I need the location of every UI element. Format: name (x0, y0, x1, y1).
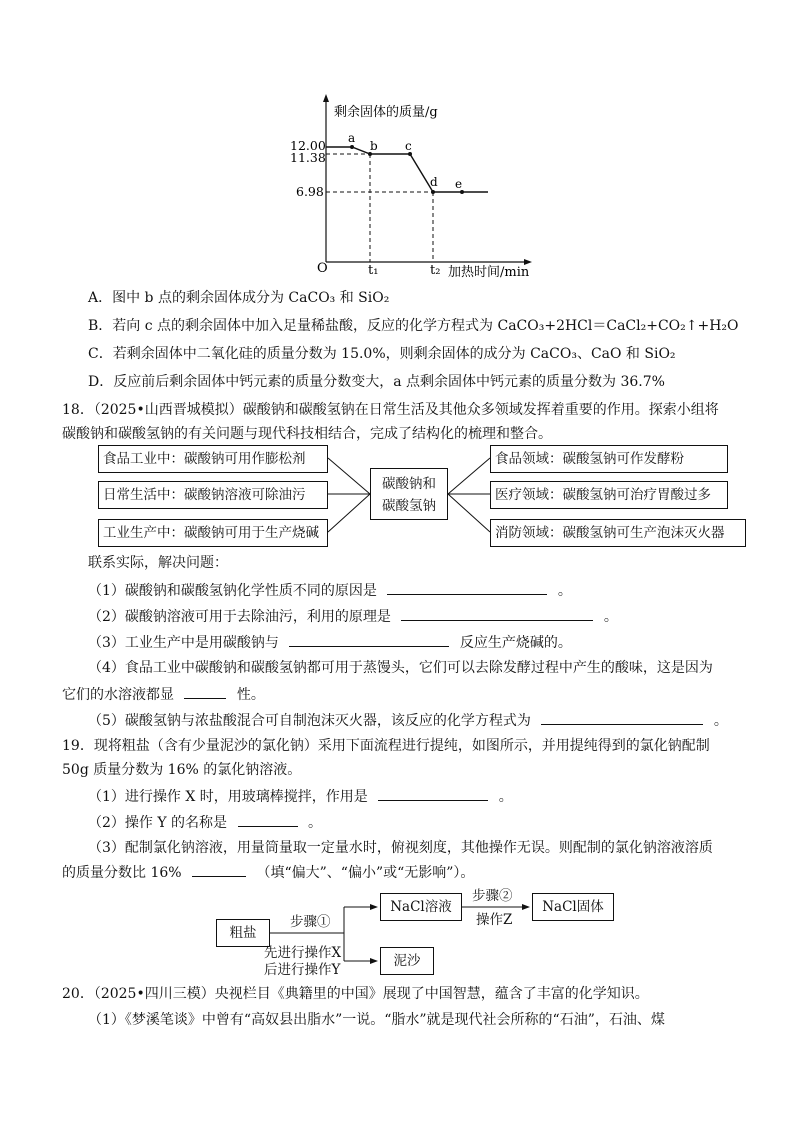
y-tick-12: 12.00 (290, 138, 326, 153)
q18-sub5-text: （5）碳酸氢钠与浓盐酸混合可自制泡沫灭火器，该反应的化学方程式为 (88, 713, 531, 729)
point-label-e: e (455, 177, 463, 191)
q20-head: 20．（2025•四川三模）央视栏目《典籍里的中国》展现了中国智慧，蕴含了丰富的化学知识。 (62, 986, 649, 1002)
q18-sub2-end: 。 (603, 609, 618, 625)
q18-head2: 碳酸钠和碳酸氢钠的有关问题与现代科技相结合，完成了结构化的梳理和整合。 (62, 426, 552, 442)
point-label-c: c (405, 139, 412, 153)
q19-sub2-text: （2）操作 Y 的名称是 (88, 815, 228, 831)
q19-sub3-end: （填“偏大”、“偏小”或“无影响”）。 (256, 865, 475, 881)
q18-sub5-end: 。 (713, 713, 728, 729)
diagram-left-2: 日常生活中：碳酸钠溶液可除油污 (98, 481, 328, 509)
y-tick-1138: 11.38 (290, 150, 326, 165)
diagram-center-line2: 碳酸氢钠 (382, 498, 436, 514)
origin-label: O (317, 261, 328, 276)
q18-sub1-blank[interactable] (387, 580, 547, 595)
point-label-b: b (370, 139, 378, 153)
q19-sub3-text: 的质量分数比 16% (62, 865, 182, 881)
diagram-right-1: 食品领域：碳酸氢钠可作发酵粉 (490, 445, 728, 473)
q19-sub1-end: 。 (498, 789, 513, 805)
flow-op-y: 后进行操作Y (264, 962, 341, 978)
diagram-right-2: 医疗领域：碳酸氢钠可治疗胃酸过多 (490, 481, 728, 509)
q18-sub1-text: （1）碳酸钠和碳酸氢钠化学性质不同的原因是 (88, 583, 377, 599)
x-axis-label: 加热时间/min (448, 265, 530, 280)
x-tick-t1: t₁ (368, 263, 379, 278)
q18-sub2 (88, 606, 618, 627)
q18-sub5 (88, 710, 728, 731)
q18-sub2-text: （2）碳酸钠溶液可用于去除油污，利用的原理是 (88, 609, 391, 625)
q19-sub1-text: （1）进行操作 X 时，用玻璃棒搅拌，作用是 (88, 789, 368, 805)
q18-head: 18．（2025•山西晋城模拟）碳酸钠和碳酸氢钠在日常生活及其他众多领域发挥着重要的作用。探索小组将 (62, 402, 719, 418)
q20-sub1: （1）《梦溪笔谈》中曾有“高奴县出脂水”一说。“脂水”就是现代社会所称的“石油”，石油、煤 (88, 1012, 665, 1028)
q19-sub1-blank[interactable] (378, 786, 488, 801)
q18-intro: 联系实际，解决问题： (88, 555, 228, 571)
q18-sub3-blank[interactable] (289, 632, 449, 647)
y-axis-arrow (323, 94, 329, 102)
q18-sub1-end: 。 (557, 583, 572, 599)
point-label-a: a (348, 131, 356, 145)
diagram-center (370, 468, 448, 520)
q19-head2: 50g 质量分数为 16% 的氯化钠溶液。 (62, 762, 302, 778)
diagram-left-3: 工业生产中：碳酸钠可用于生产烧碱 (98, 519, 328, 547)
mass-time-graph (290, 90, 550, 285)
diagram-center-line1: 碳酸钠和 (382, 476, 436, 492)
x-tick-t2: t₂ (430, 263, 441, 278)
q18-sub4-blank[interactable] (184, 684, 226, 699)
point-a (350, 145, 354, 149)
point-label-d: d (430, 175, 438, 189)
q18-sub4a: （4）食品工业中碳酸钠和碳酸氢钠都可用于蒸馒头，它们可以去除发酵过程中产生的酸味，这是因为 (88, 660, 713, 676)
flow-nacl-solid: NaCl固体 (532, 893, 614, 921)
flow-op-x: 先进行操作X (264, 945, 342, 961)
flow-step1: 步骤① (290, 914, 331, 930)
q18-sub1 (88, 580, 572, 601)
q18-sub4-end: 性。 (236, 687, 265, 703)
q18-sub2-blank[interactable] (401, 606, 593, 621)
q19-sub1 (88, 786, 513, 807)
flow-nacl-solution: NaCl溶液 (380, 893, 462, 921)
q19-sub2-blank[interactable] (238, 812, 298, 827)
q18-sub4-text: 它们的水溶液都显 (62, 687, 174, 703)
q18-sub3 (88, 632, 572, 653)
option-a: A．图中 b 点的剩余固体成分为 CaCO₃ 和 SiO₂ (88, 290, 390, 306)
flow-crude-salt: 粗盐 (216, 919, 270, 947)
q19-sub3a: （3）配制氯化钠溶液，用量筒量取一定量水时，俯视刻度，其他操作无误。则配制的氯化钠溶液溶质 (88, 840, 713, 856)
y-tick-698: 6.98 (296, 184, 324, 199)
flow-step2: 步骤② (472, 888, 513, 904)
q18-sub4b (62, 684, 265, 705)
y-axis-label: 剩余固体的质量/g (334, 105, 438, 120)
q19-sub2 (88, 812, 322, 833)
diagram-left-1: 食品工业中：碳酸钠可用作膨松剂 (98, 445, 328, 473)
q19-sub3b (62, 862, 474, 883)
flow-sand: 泥沙 (380, 947, 434, 975)
option-c: C．若剩余固体中二氧化硅的质量分数为 15.0%，则剩余固体的成分为 CaCO₃、CaO 和 SiO₂ (88, 346, 676, 362)
q19-sub3-blank[interactable] (192, 862, 246, 877)
q18-sub5-blank[interactable] (541, 710, 703, 725)
q18-sub3-end: 反应生产烧碱的。 (459, 635, 572, 651)
q19-sub2-end: 。 (307, 815, 322, 831)
flow-op-z: 操作Z (476, 912, 513, 928)
diagram-right-3: 消防领域：碳酸氢钠可生产泡沫灭火器 (490, 519, 746, 547)
q18-sub3-text: （3）工业生产中是用碳酸钠与 (88, 635, 279, 651)
option-b: B．若向 c 点的剩余固体中加入足量稀盐酸，反应的化学方程式为 CaCO₃+2HCl＝CaCl₂+CO₂↑+H₂O (88, 318, 739, 334)
point-d (431, 190, 435, 194)
q19-head: 19．现将粗盐（含有少量泥沙的氯化钠）采用下面流程进行提纯，如图所示，并用提纯得到的氯化钠配制 (62, 738, 710, 754)
option-d: D．反应前后剩余固体中钙元素的质量分数变大，a 点剩余固体中钙元素的质量分数为 36.7% (88, 374, 665, 390)
